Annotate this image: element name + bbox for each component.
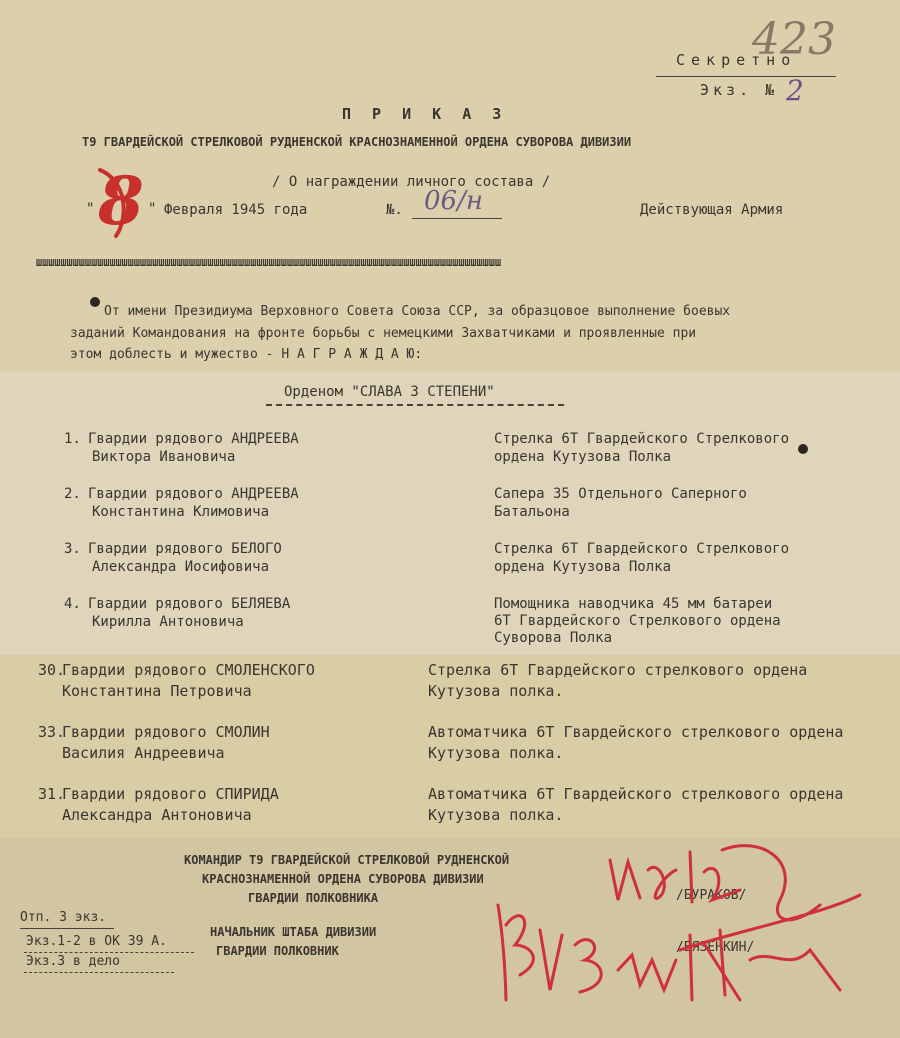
entry-4-unit-line-1: Помощника наводчика 45 мм батареи — [494, 596, 773, 612]
preamble-line-1: От имени Президиума Верховного Совета Союза ССР, за образцовое выполнение боевых — [104, 304, 731, 319]
entry-33-unit-line-2: Кутузова полка. — [428, 744, 564, 762]
entry-31-given-names: Александра Антоновича — [62, 806, 252, 824]
day-correction-scribble — [100, 170, 124, 236]
commander-title-line-1: КОМАНДИР Т9 ГВАРДЕЙСКОЙ СТРЕЛКОВОЙ РУДНЕНСКОЙ — [184, 853, 510, 867]
entry-1-rank-surname: Гвардии рядового АНДРЕЕВА — [88, 431, 299, 447]
reference-number-handwritten: 423 — [752, 14, 836, 65]
entry-3-given-names: Александра Иосифовича — [92, 559, 270, 575]
distribution-copies: Отп. 3 экз. — [20, 910, 107, 925]
document-title: П Р И К А З — [342, 105, 508, 123]
order-number-label: №. — [386, 202, 403, 218]
commander-name: /БУРАКОВ/ — [676, 888, 747, 903]
separator-line: ШШШШШШШШШШШШШШШШШШШШШШШШШШШШШШШШШШШШШШШШШШШШШШШШШШШШШШШШШШШШШШШШШШШШШШШШШШШШ — [36, 258, 502, 269]
entry-3-rank-surname: Гвардии рядового БЕЛОГО — [88, 541, 282, 557]
entry-4-rank-surname: Гвардии рядового БЕЛЯЕВА — [88, 596, 291, 612]
entry-1-unit-line-2: ордена Кутузова Полка — [494, 449, 672, 465]
distribution-copy-3: Экз.3 в дело — [26, 954, 120, 969]
commander-title-line-2: КРАСНОЗНАМЕННОЙ ОРДЕНА СУВОРОВА ДИВИЗИИ — [202, 872, 484, 886]
commander-title-line-3: ГВАРДИИ ПОЛКОВНИКА — [248, 891, 379, 905]
copy-label: Экз. № — [700, 81, 779, 99]
chief-title-line-2: ГВАРДИИ ПОЛКОВНИК — [216, 944, 339, 958]
entry-2-rank-surname: Гвардии рядового АНДРЕЕВА — [88, 486, 299, 502]
chief-signature — [498, 895, 860, 1000]
entry-3-number: 3. — [64, 541, 81, 557]
entry-30-given-names: Константина Петровича — [62, 682, 252, 700]
order-topic: / О награждении личного состава / — [272, 174, 551, 190]
entry-30-rank-surname: Гвардии рядового СМОЛЕНСКОГО — [62, 661, 315, 679]
date-quote-close: " — [148, 201, 157, 217]
chief-title-line-1: НАЧАЛЬНИК ШТАБА ДИВИЗИИ — [210, 925, 377, 939]
order-number-handwritten: 06/н — [424, 186, 483, 216]
preamble-line-2: заданий Командования на фронте борьбы с немецкими Захватчиками и проявленные при — [70, 326, 697, 341]
entry-1-unit-line-1: Стрелка 6Т Гвардейского Стрелкового — [494, 431, 790, 447]
entry-2-unit-line-2: Батальона — [494, 504, 570, 520]
award-heading: Орденом "СЛАВА 3 СТЕПЕНИ" — [284, 384, 495, 400]
date-day-handwritten: 8 — [98, 162, 144, 240]
entry-2-number: 2. — [64, 486, 81, 502]
entry-4-number: 4. — [64, 596, 81, 612]
copy-number-handwritten: 2 — [786, 74, 804, 107]
entry-33-given-names: Василия Андреевича — [62, 744, 225, 762]
entry-33-unit-line-1: Автоматчика 6Т Гвардейского стрелкового ордена — [428, 723, 844, 741]
preamble-line-3: этом доблесть и мужество - Н А Г Р А Ж Д А Ю: — [70, 347, 423, 362]
entry-1-number: 1. — [64, 431, 81, 447]
entry-30-unit-line-1: Стрелка 6Т Гвардейского стрелкового ордена — [428, 661, 808, 679]
entry-4-unit-line-3: Суворова Полка — [494, 630, 613, 646]
date-quote-open: " — [86, 201, 95, 217]
location: Действующая Армия — [640, 202, 784, 218]
entry-4-given-names: Кирилла Антоновича — [92, 614, 244, 630]
entry-2-unit-line-1: Сапера 35 Отдельного Саперного — [494, 486, 747, 502]
entry-30-number: 30. — [38, 661, 66, 679]
entry-33-number: 33. — [38, 723, 66, 741]
entry-31-rank-surname: Гвардии рядового СПИРИДА — [62, 785, 279, 803]
entry-3-unit-line-1: Стрелка 6Т Гвардейского Стрелкового — [494, 541, 790, 557]
order-date: Февраля 1945 года — [164, 202, 308, 218]
entry-31-unit-line-1: Автоматчика 6Т Гвардейского стрелкового ордена — [428, 785, 844, 803]
entry-31-number: 31. — [38, 785, 66, 803]
distribution-copies-1-2: Экз.1-2 в ОК 39 А. — [26, 934, 167, 949]
secret-stamp: Секретно — [676, 51, 797, 69]
commander-signature — [610, 846, 820, 920]
entry-30-unit-line-2: Кутузова полка. — [428, 682, 564, 700]
entry-31-unit-line-2: Кутузова полка. — [428, 806, 564, 824]
entry-1-given-names: Виктора Ивановича — [92, 449, 236, 465]
entry-2-given-names: Константина Климовича — [92, 504, 270, 520]
entry-33-rank-surname: Гвардии рядового СМОЛИН — [62, 723, 270, 741]
entry-4-unit-line-2: 6Т Гвардейского Стрелкового ордена — [494, 613, 781, 629]
entry-3-unit-line-2: ордена Кутузова Полка — [494, 559, 672, 575]
ink-stamp-dots — [90, 297, 808, 454]
document-subtitle: Т9 ГВАРДЕЙСКОЙ СТРЕЛКОВОЙ РУДНЕНСКОЙ КРАСНОЗНАМЕННОЙ ОРДЕНА СУВОРОВА ДИВИЗИИ — [82, 135, 632, 149]
chief-name: /ВЯЗЕНКИН/ — [676, 940, 755, 955]
